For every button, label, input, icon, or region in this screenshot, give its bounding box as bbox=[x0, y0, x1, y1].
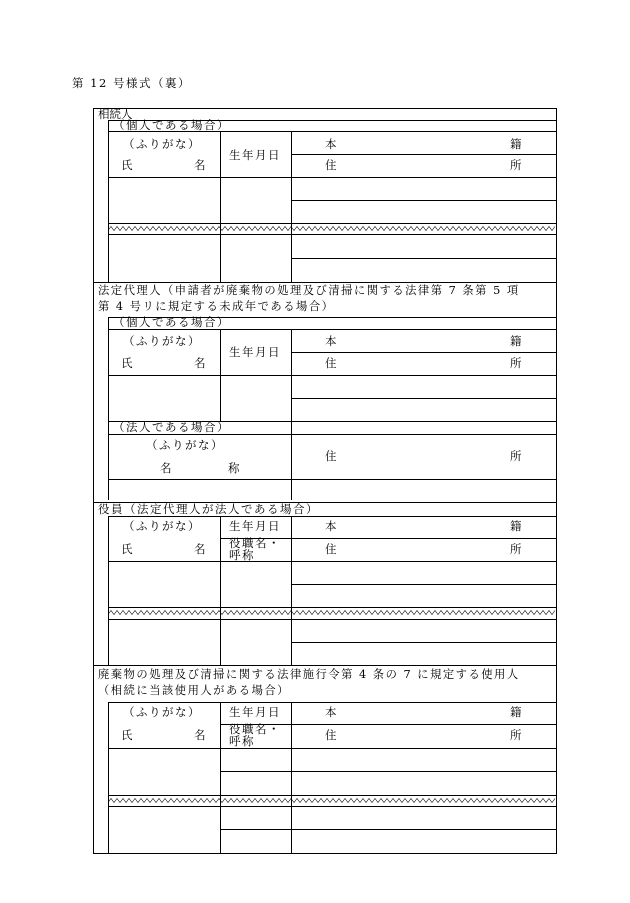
employees-heading-line2: （相続に当該使用人がある場合） bbox=[98, 684, 290, 697]
officers-name-char-1: 氏 bbox=[121, 542, 133, 556]
officers-address-char-1: 住 bbox=[325, 542, 337, 556]
officers-heading: 役員（法定代理人が法人である場合） bbox=[98, 502, 319, 516]
employees-title-label-line1: 役職名・ bbox=[229, 722, 281, 736]
heir-address-char-1: 住 bbox=[325, 158, 337, 172]
employees-furigana-label: （ふりがな） bbox=[123, 705, 201, 719]
employees-heading-line1: 廃棄物の処理及び清掃に関する法律施行令第 4 条の 7 に規定する使用人 bbox=[98, 668, 520, 681]
heir-address-char-2: 所 bbox=[510, 158, 522, 172]
heir-honseki-char-1: 本 bbox=[325, 137, 337, 151]
legal-rep-honseki-char-2: 籍 bbox=[510, 334, 522, 348]
legal-rep-heading-line2: 第 4 号リに規定する未成年である場合） bbox=[98, 300, 335, 313]
legal-rep-corporate-label: （法人である場合） bbox=[113, 420, 230, 434]
heir-honseki-char-2: 籍 bbox=[510, 137, 522, 151]
officers-birth-label: 生年月日 bbox=[229, 519, 281, 533]
officers-furigana-label: （ふりがな） bbox=[123, 519, 201, 533]
employees-honseki-char-1: 本 bbox=[325, 705, 337, 719]
employees-name-char-1: 氏 bbox=[121, 728, 133, 742]
legal-rep-corp-name-char-2: 称 bbox=[228, 461, 240, 475]
employees-honseki-char-2: 籍 bbox=[510, 705, 522, 719]
heir-individual-label: （個人である場合） bbox=[113, 118, 230, 132]
officers-honseki-char-1: 本 bbox=[325, 519, 337, 533]
legal-rep-furigana-label: （ふりがな） bbox=[123, 334, 201, 348]
employees-birth-label: 生年月日 bbox=[229, 705, 281, 719]
employees-address-char-1: 住 bbox=[325, 728, 337, 742]
heir-name-char-1: 氏 bbox=[121, 158, 133, 172]
legal-rep-corp-name-char-1: 名 bbox=[160, 461, 172, 475]
heir-heading: 相続人 bbox=[98, 107, 133, 121]
legal-rep-heading-line1: 法定代理人（申請者が廃棄物の処理及び清掃に関する法律第 7 条第 5 項 bbox=[98, 284, 520, 297]
heir-birth-label: 生年月日 bbox=[229, 148, 281, 162]
legal-rep-name-char-2: 名 bbox=[194, 356, 206, 370]
legal-rep-individual-label: （個人である場合） bbox=[113, 315, 230, 329]
legal-rep-name-char-1: 氏 bbox=[121, 356, 133, 370]
wavy-separator bbox=[108, 797, 556, 804]
heir-furigana-label: （ふりがな） bbox=[123, 137, 201, 151]
officers-title-label-line1: 役職名・ bbox=[229, 536, 281, 550]
legal-rep-corp-address-char-1: 住 bbox=[325, 449, 337, 463]
employees-address-char-2: 所 bbox=[510, 728, 522, 742]
officers-title-label-line2: 呼称 bbox=[229, 548, 255, 562]
legal-rep-honseki-char-1: 本 bbox=[325, 334, 337, 348]
wavy-separator bbox=[108, 609, 556, 616]
form-title: 第 12 号様式（裏） bbox=[72, 76, 191, 90]
officers-honseki-char-2: 籍 bbox=[510, 519, 522, 533]
employees-title-label-line2: 呼称 bbox=[229, 734, 255, 748]
legal-rep-birth-label: 生年月日 bbox=[229, 345, 281, 359]
wavy-separator bbox=[108, 225, 556, 232]
officers-address-char-2: 所 bbox=[510, 542, 522, 556]
legal-rep-corp-address-char-2: 所 bbox=[510, 449, 522, 463]
legal-rep-address-char-1: 住 bbox=[325, 356, 337, 370]
officers-name-char-2: 名 bbox=[194, 542, 206, 556]
legal-rep-address-char-2: 所 bbox=[510, 356, 522, 370]
heir-name-char-2: 名 bbox=[194, 158, 206, 172]
employees-name-char-2: 名 bbox=[194, 728, 206, 742]
legal-rep-corp-furigana-label: （ふりがな） bbox=[146, 438, 224, 452]
